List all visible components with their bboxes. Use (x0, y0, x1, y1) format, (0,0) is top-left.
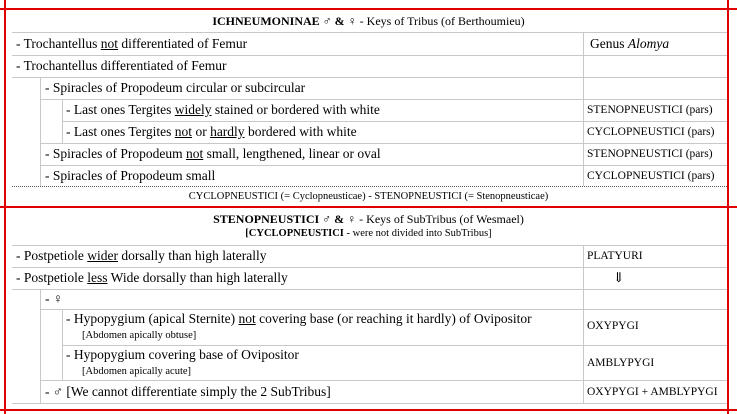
note: [Abdomen apically obtuse] (82, 330, 197, 341)
table-title: STENOPNEUSTICI ♂ & ♀ - Keys of SubTribus (of Wesmael) (213, 212, 524, 226)
result-cell: PLATYURI (587, 250, 643, 262)
result-cell: AMBLYPYGI (587, 357, 655, 369)
result-cell: CYCLOPNEUSTICI (pars) (587, 170, 715, 182)
note: [Abdomen apically acute] (82, 366, 192, 377)
table-title: ICHNEUMONINAE ♂ & ♀ - Keys of Tribus (of Berthoumieu) (212, 14, 525, 28)
list-item: - ♀ (45, 291, 63, 306)
result-cell: OXYPYGI (587, 320, 639, 332)
result-cell: Genus Alomya (590, 36, 670, 51)
margin-line-top (0, 8, 737, 10)
page-break-line (0, 206, 737, 208)
list-item: - Spiracles of Propodeum circular or subcircular (45, 80, 306, 95)
result-cell: CYCLOPNEUSTICI (pars) (587, 126, 715, 138)
list-item: - Trochantellus differentiated of Femur (16, 58, 227, 73)
table-subtitle: [CYCLOPNEUSTICI - were not divided into SubTribus] (245, 228, 492, 239)
footnote: CYCLOPNEUSTICI (= Cyclopneusticae) - STENOPNEUSTICI (= Stenopneusticae) (188, 191, 549, 202)
document-page: ICHNEUMONINAE ♂ & ♀ - Keys of Tribus (of Berthoumieu) - Trochantellus not differentiated of Femur Genus Alomya - Trochantellus differentiated of Femur - Spiracles of Propodeum circular or subcircular - Last ones Tergites widely stained or bordered with white STENOPNEUSTICI (pars) - Last ones Tergites not or hardly bordered with white CYCLOPNEUSTICI (pars) - Spiracles of Propodeum not small, lengthened, linear or oval STENOPNEUSTICI (pars) - Spiracles of Propodeum small CYCLOPNEUSTICI (pars) CYCLOPNEUSTICI (= Cyclopneusticae) - STENOPNEUSTICI (= Stenopneusticae) STENOPNEUSTICI ♂ & ♀ - Keys of SubTribus (of Wesmael) [CYCLOPNEUSTICI - were not divided into SubTribus] - Postpetiole wider dorsally than high laterally PLATYURI - Postpetiole less Wide dorsally than high laterally ⇓ - ♀ - Hypopygium (apical Sternite) not covering base (or reaching it hardly) of Ovipositor [Abdomen apically obtuse] OXYPYGI - Hypopygium covering base of Ovipositor [Abdomen apically acute] AMBLYPYGI - ♂ [We cannot differentiate simply the 2 SubTribus] OXYPYGI + AMBLYPYGI (0, 0, 737, 414)
result-cell: STENOPNEUSTICI (pars) (587, 104, 713, 116)
down-arrow-icon: ⇓ (613, 270, 625, 285)
result-cell: STENOPNEUSTICI (pars) (587, 148, 713, 160)
margin-line-bottom (0, 409, 737, 411)
result-cell: OXYPYGI + AMBLYPYGI (587, 386, 718, 398)
